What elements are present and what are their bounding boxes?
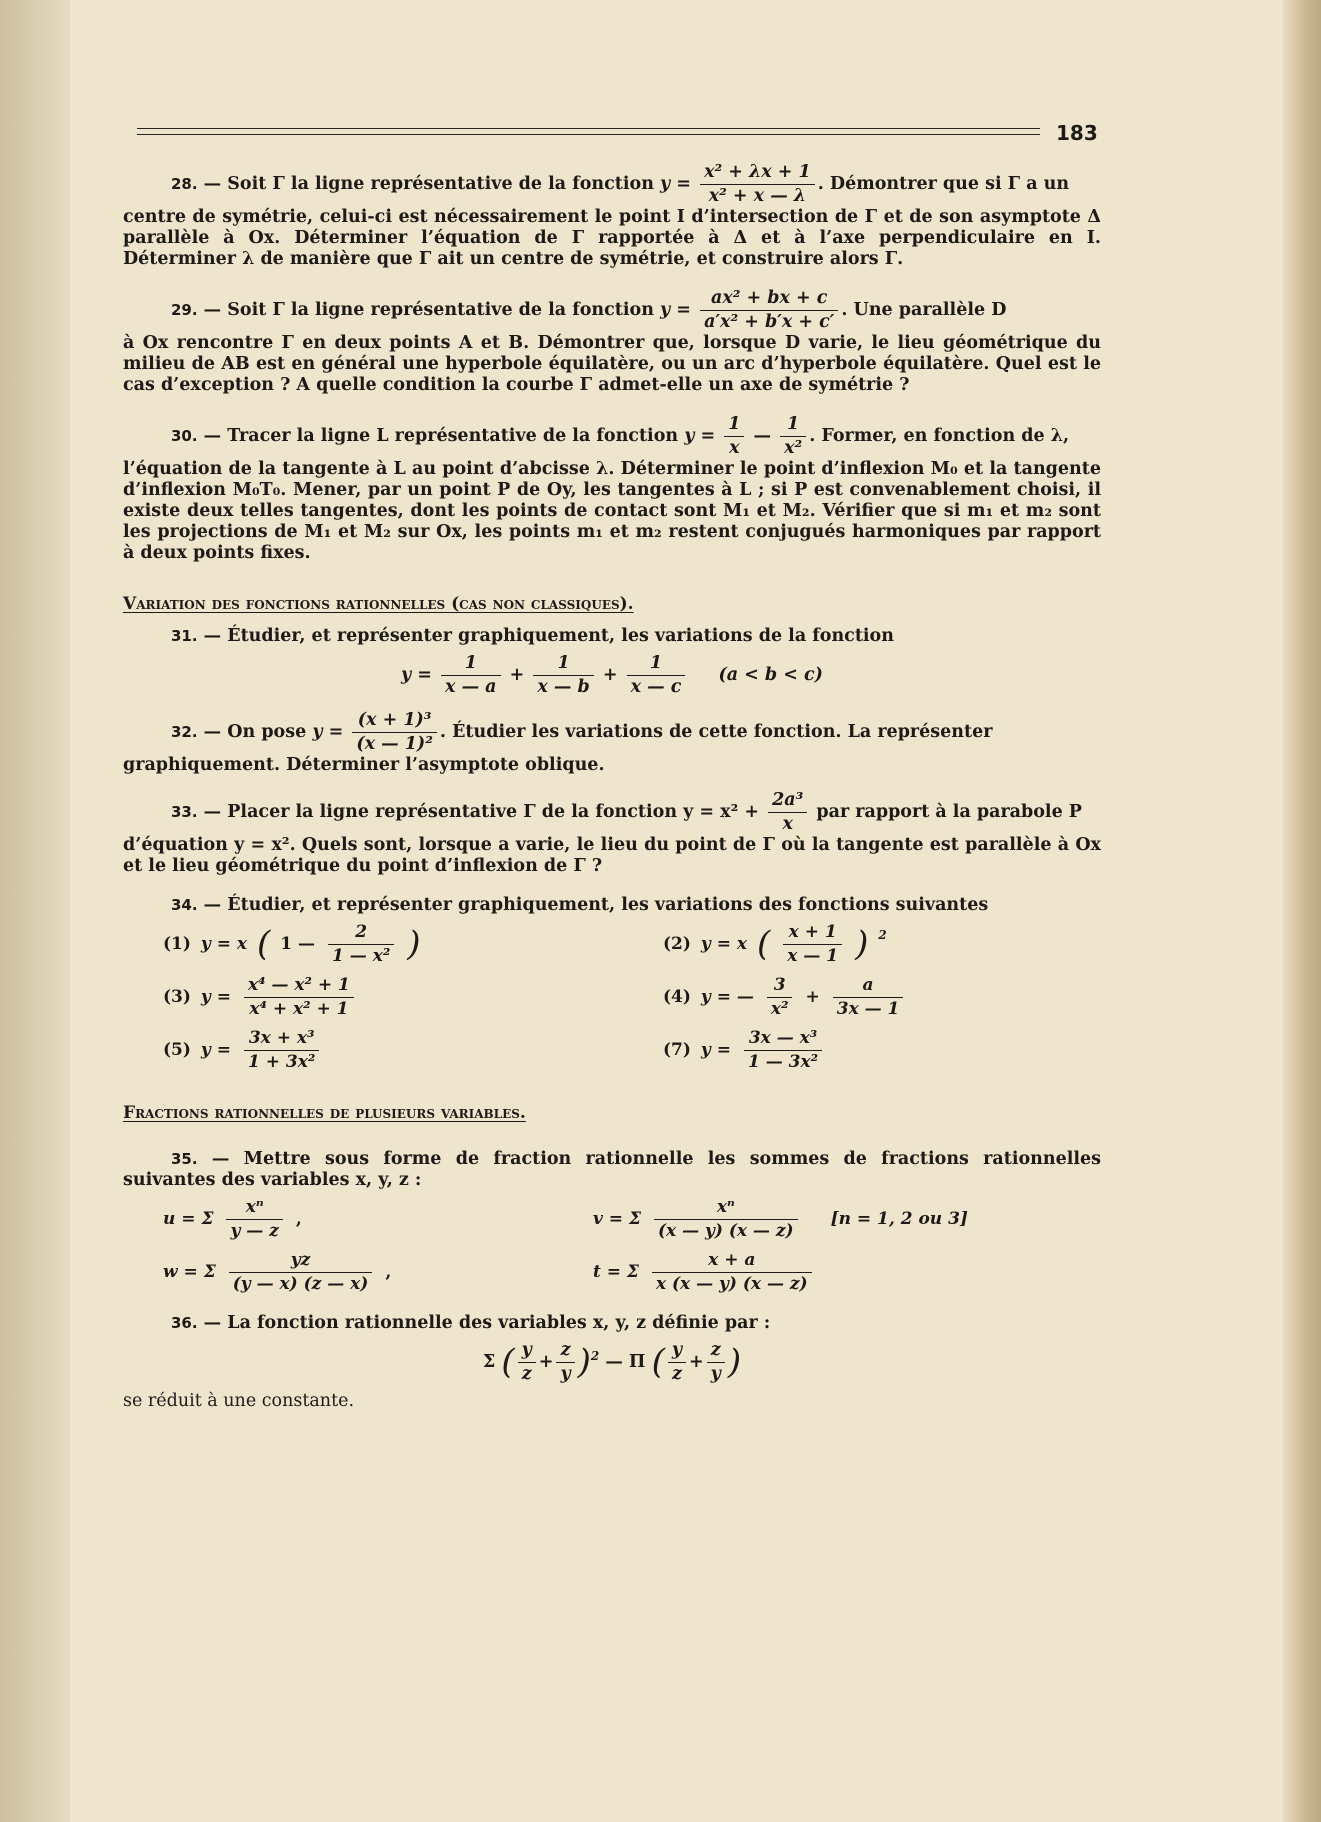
exercise-number: 29. [171,301,198,319]
exercise-number: 36. [171,1314,198,1332]
header-rule [137,128,1040,135]
exercise-31: 31. — Étudier, et représenter graphiquement, les variations de la fonction y = $\frac{1}{x — a}$ + $\frac{1}{x — b}$ + $\frac{1}{x — c}$ (a < b < c) [123,626,1101,698]
fraction: $\frac{\text{x² + λx + 1}}{\text{x² + x — λ}}$ [700,162,815,207]
page-gutter-shadow [0,0,70,1822]
function-list [163,922,1101,1073]
exercise-34: 34. — Étudier, et représenter graphiquement, les variations des fonctions suivantes (1) y = x ( 1 — $\frac{2}{\text{1 — x²}}$ ) (2) y = x ( $\frac{x + 1}{x — 1}$ ) $^2$ (3) y = $\frac{\text{x⁴ — x² + 1}}{\text{x⁴ + x² + 1}}$ (4) y = — $\frac{3}{\text{x²}}$ + $\frac{a}{3x — 1}$ (5) y = $\frac{\text{3x + x³}}{\text{1 + 3x²}}$ (7) y = $\frac{\text{3x — x³}}{\text{1 — 3x²}}$ [123,895,1101,1073]
exercise-32: 32. — On pose y = $\frac{\text{(x + 1)³}}{\text{(x — 1)²}}$ . Étudier les variations de cette fonction. La représenter graphiquement. Déterminer l’asymptote oblique. [123,710,1101,776]
function-item: (4) y = — $\frac{3}{\text{x²}}$ + $\frac{a}{3x — 1}$ [663,975,1123,1020]
page-content [123,162,1101,1412]
function-item: (7) y = $\frac{\text{3x — x³}}{\text{1 — 3x²}}$ [663,1028,1123,1073]
sum-w: w = Σ $\frac{yz}{(y — x) (z — x)}$ , [163,1250,392,1294]
equation: y = $\frac{1}{x — a}$ + $\frac{1}{x — b}$ + $\frac{1}{x — c}$ (a < b < c) [401,653,823,697]
function-item: (5) y = $\frac{\text{3x + x³}}{\text{1 + 3x²}}$ [163,1028,663,1073]
exercise-number: 28. [171,175,198,193]
function-item: (3) y = $\frac{\text{x⁴ — x² + 1}}{\text{x⁴ + x² + 1}}$ [163,975,663,1020]
page-number: 183 [1056,121,1098,145]
sum-t: t = Σ $\frac{x + a}{x (x — y) (x — z)}$ [593,1250,1113,1295]
exercise-number: 34. [171,896,198,914]
page-edge [1283,0,1321,1822]
exercise-number: 30. [171,427,198,445]
function-item: (2) y = x ( $\frac{x + 1}{x — 1}$ ) $^2$ [663,922,887,966]
sum-v: v = Σ $\frac{\text{xⁿ}}{(x — y) (x — z)}$ [n = 1, 2 ou 3] [593,1197,968,1241]
fraction: $\frac{1}{x}$ [724,414,744,459]
sum-list [163,1197,1101,1295]
section-heading: Fractions rationnelles de plusieurs variables. [123,1103,526,1123]
exercise-body: centre de symétrie, celui-ci est nécessairement le point I d’intersection de Γ et de son asymptote Δ parallèle à Ox. Déterminer l’équation de Γ rapportée à Δ et à l’axe perpendiculaire en I. Déterminer λ de manière que Γ ait un centre de symétrie, et construire alors Γ. [123,207,1101,269]
exercise-36: 36. — La fonction rationnelle des variables x, y, z définie par : Σ ( $\frac{y}{z}$ + $\frac{z}{y}$ )$^2$ — Π ( $\frac{y}{z}$ + $\frac{z}{y}$ ) se réduit à une constante. [123,1313,1101,1412]
exercise-30: 30. — Tracer la ligne L représentative de la fonction y = $\frac{1}{x}$ — $\frac{1}{\text{x²}}$ . Former, en fonction de λ, l’équation de la tangente à L au point d’abcisse λ. Déterminer le point d’inflexion M₀ et la tangente d’inflexion M₀T₀. Mener, par un point P de Oy, les tangentes à L ; si P est convenablement choisi, il existe deux telles tangentes, dont les points de contact sont M₁ et M₂. Vérifier que si m₁ et m₂ sont les projections de M₁ et M₂ sur Ox, les points m₁ et m₂ restent conjugués harmoniques par rapport à deux points fixes. [123,414,1101,563]
exercise-conclusion: se réduit à une constante. [123,1391,355,1411]
exercise-body: à Ox rencontre Γ en deux points A et B. Démontrer que, lorsque D varie, le lieu géométrique du milieu de AB est en général une hyperbole équilatère, ou un arc d’hyperbole équilatère. Quel est le cas d’exception ? A quelle condition la courbe Γ admet-elle un axe de symétrie ? [123,333,1101,395]
exercise-35: 35. — Mettre sous forme de fraction rationnelle les sommes de fractions rationnelles suivantes des variables x, y, z : u = Σ $\frac{\text{xⁿ}}{y — z}$ , v = Σ $\frac{\text{xⁿ}}{(x — y) (x — z)}$ [n = 1, 2 ou 3] w = Σ $\frac{yz}{(y — x) (z — x)}$ , t = Σ $\frac{x + a}{x (x — y) (x — z)}$ [123,1149,1101,1295]
exercise-body: graphiquement. Déterminer l’asymptote oblique. [123,755,605,775]
fraction: $\frac{\text{(x + 1)³}}{\text{(x — 1)²}}$ [352,710,437,755]
exercise-33: 33. — Placer la ligne représentative Γ de la fonction y = x² + $\frac{\text{2a³}}{x}$ par rapport à la parabole P d’équation y = x². Quels sont, lorsque a varie, le lieu du point de Γ où la tangente est parallèle à Ox et le lieu géométrique du point d’inflexion de Γ ? [123,790,1101,876]
exercise-number: 32. [171,723,198,741]
sum-u: u = Σ $\frac{\text{xⁿ}}{y — z}$ , [163,1197,302,1241]
exercise-body: l’équation de la tangente à L au point d’abcisse λ. Déterminer le point d’inflexion M₀ et la tangente d’inflexion M₀T₀. Mener, par un point P de Oy, les tangentes à L ; si P est convenablement choisi, il existe deux telles tangentes, dont les points de contact sont M₁ et M₂. Vérifier que si m₁ et m₂ sont les projections de M₁ et M₂ sur Ox, les points m₁ et m₂ restent conjugués harmoniques par rapport à deux points fixes. [123,459,1101,563]
equation: Σ ( $\frac{y}{z}$ + $\frac{z}{y}$ )$^2$ — Π ( $\frac{y}{z}$ + $\frac{z}{y}$ ) [482,1340,742,1384]
function-item: (1) y = x ( 1 — $\frac{2}{\text{1 — x²}}$ ) [163,922,421,966]
exercise-29: 29. — Soit Γ la ligne représentative de la fonction y = $\frac{\text{ax² + bx + c}}{\text{a′x² + b′x + c′}}$ . Une parallèle D à Ox rencontre Γ en deux points A et B. Démontrer que, lorsque D varie, le lieu géométrique du milieu de AB est en général une hyperbole équilatère, ou un arc d’hyperbole équilatère. Quel est le cas d’exception ? A quelle condition la courbe Γ admet-elle un axe de symétrie ? [123,288,1101,395]
fraction: $\frac{\text{2a³}}{x}$ [768,790,807,835]
exercise-number: 31. [171,627,198,645]
exercise-body: d’équation y = x². Quels sont, lorsque a varie, le lieu du point de Γ où la tangente est parallèle à Ox et le lieu géométrique du point d’inflexion de Γ ? [123,835,1101,876]
exercise-28: 28. — Soit Γ la ligne représentative de la fonction y = $\frac{\text{x² + λx + 1}}{\text{x² + x — λ}}$ . Démontrer que si Γ a un centre de symétrie, celui-ci est nécessairement le point I d’intersection de Γ et de son asymptote Δ parallèle à Ox. Déterminer l’équation de Γ rapportée à Δ et à l’axe perpendiculaire en I. Déterminer λ de manière que Γ ait un centre de symétrie, et construire alors Γ. [123,162,1101,269]
fraction: $\frac{\text{ax² + bx + c}}{\text{a′x² + b′x + c′}}$ [700,288,838,333]
fraction: $\frac{1}{\text{x²}}$ [780,414,806,459]
exercise-number: 33. [171,803,198,821]
exercise-number: 35. [171,1150,198,1168]
section-heading: Variation des fonctions rationnelles (cas non classiques). [123,594,634,614]
